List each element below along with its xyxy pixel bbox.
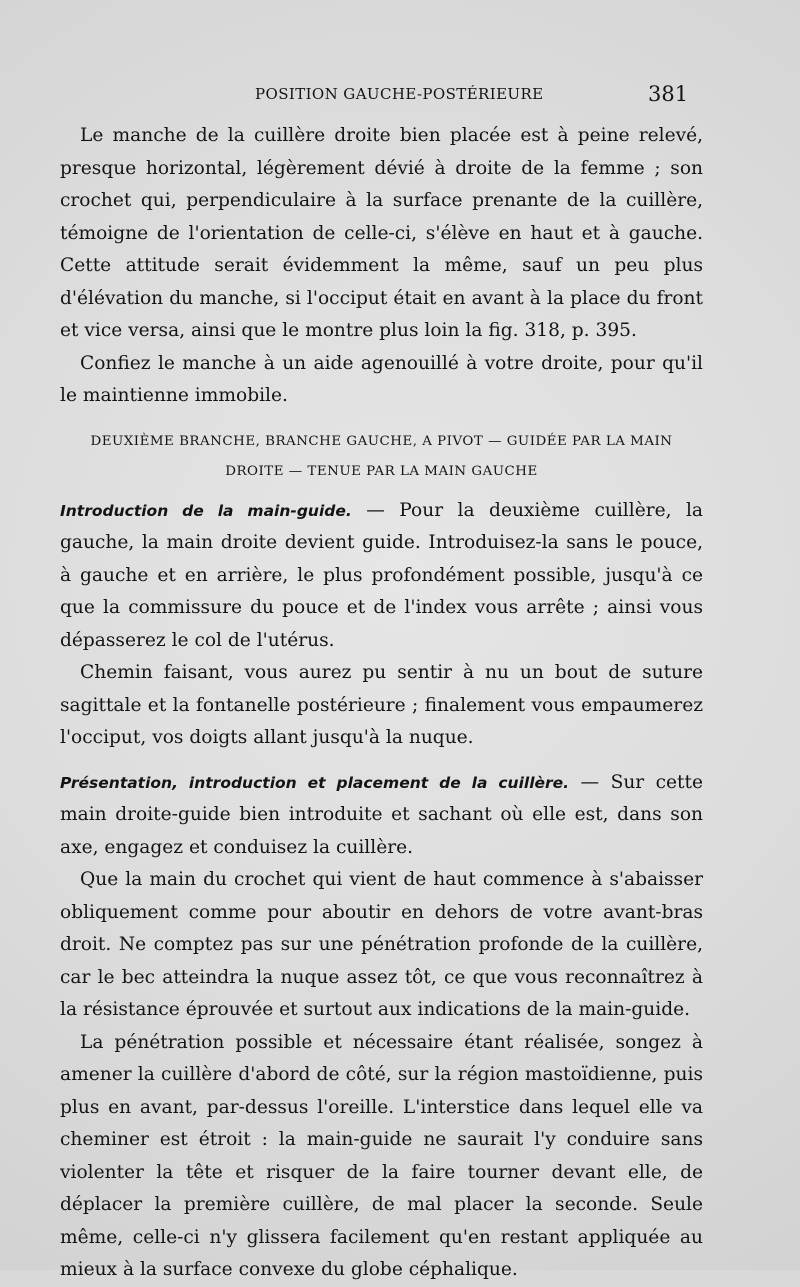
main-text [60, 120, 703, 1287]
paragraph-6: Que la main du crochet qui vient de haut commence à s'abaisser obliquement comme pour aboutir en dehors de votre avant-bras droit. Ne comptez pas sur une pénétration profonde de la cuillère, car le bec atteindra la nuque assez tôt, ce que vous reconnaîtrez à la résistance éprouvée et surtout aux indications de la main-guide. [60, 869, 703, 1020]
paragraph-2: Confiez le manche à un aide agenouillé à votre droite, pour qu'il le maintienne immobile. [60, 352, 703, 406]
subheading-presentation: Présentation, introduction et placement de la cuillère. [60, 773, 570, 792]
section-heading-line-1: DEUXIÈME BRANCHE, BRANCHE GAUCHE, A PIVOT — GUIDÉE PAR LA MAIN [90, 433, 673, 449]
page-number: 381 [648, 82, 689, 106]
spacer [60, 755, 703, 767]
paragraph-1: Le manche de la cuillère droite bien placée est à peine relevé, presque horizontal, légèrement dévié à droite de la femme ; son crochet qui, perpendiculaire à la surface prenante de la cuillère, témoigne de l'orientation de celle-ci, s'élève en haut et à gauche. Cette attitude serait évidemment la même, sauf un peu plus d'élévation du manche, si l'occiput était en avant à la place du front et vice versa, ainsi que le montre plus loin la fig. 318, p. 395. [60, 125, 703, 341]
section-heading [60, 427, 703, 487]
subsection-presentation [60, 767, 703, 865]
subsection-introduction [60, 495, 703, 658]
subheading-introduction: Introduction de la main-guide. [60, 501, 352, 520]
paragraph-3: — Pour la deuxième cuillère, la gauche, la main droite devient guide. Introduisez-la sans le pouce, à gauche et en arrière, le plus profondément possible, jusqu'à ce que la commissure du pouce et de l'index vous arrête ; ainsi vous dépasserez le col de l'utérus. [60, 499, 703, 651]
running-header [0, 82, 800, 112]
paragraph-7: La pénétration possible et nécessaire étant réalisée, songez à amener la cuillère d'abord de côté, sur la région mastoïdienne, puis plus en avant, par-dessus l'oreille. L'interstice dans lequel elle va cheminer est étroit : la main-guide ne saurait l'y conduire sans violenter la tête et risquer de la faire tourner devant elle, de déplacer la première cuillère, de mal placer la seconde. Seule même, celle-ci n'y glissera facilement qu'en restant appliquée au mieux à la surface convexe du globe céphalique. [60, 1031, 703, 1280]
paragraph-4: Chemin faisant, vous aurez pu sentir à nu un bout de suture sagittale et la fontanelle postérieure ; finalement vous empaumerez l'occiput, vos doigts allant jusqu'à la nuque. [60, 662, 703, 748]
running-title: POSITION GAUCHE-POSTÉRIEURE [255, 85, 544, 103]
section-heading-line-2: DROITE — TENUE PAR LA MAIN GAUCHE [225, 463, 538, 479]
paragraph-5: — Sur cette main droite-guide bien introduite et sachant où elle est, dans son axe, engagez et conduisez la cuillère. [60, 771, 703, 858]
